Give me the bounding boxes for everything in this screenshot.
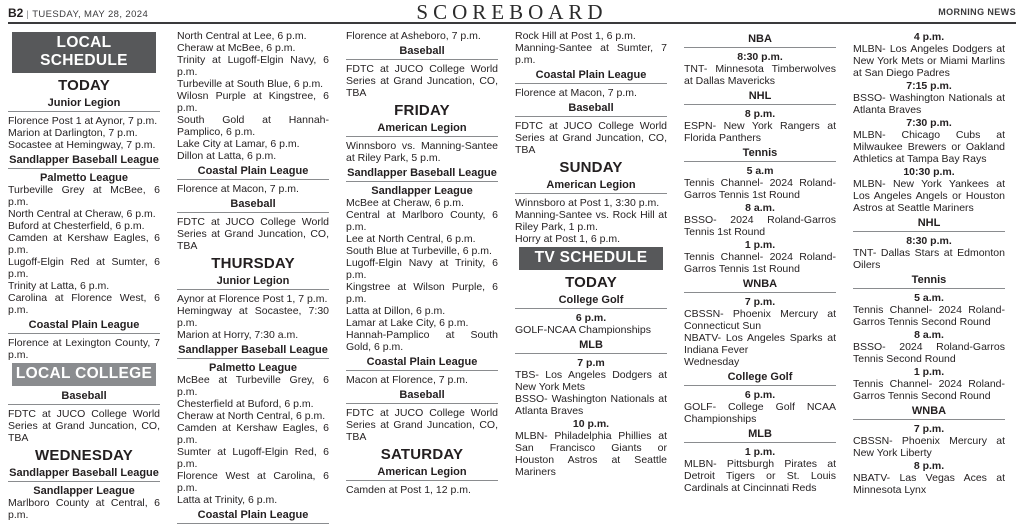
- listing-line: TNT- Minnesota Timberwolves at Dallas Mavericks: [684, 63, 836, 87]
- listing-line: Lake City at Lamar, 6 p.m.: [177, 138, 300, 150]
- listing-line: Lamar at Lake City, 6 p.m.: [346, 317, 469, 329]
- subleague-heading: Sandlapper League: [371, 185, 473, 197]
- listing-line: Florence at Macon, 7 p.m.: [515, 87, 637, 99]
- listing-line: Tennis Channel- 2024 Roland-Garros Tennis 1st Round: [684, 177, 836, 201]
- time-heading: 8 p.m.: [913, 460, 945, 472]
- league-heading: Junior Legion: [177, 275, 329, 290]
- time-heading: 7:15 p.m.: [906, 80, 952, 92]
- day-heading: SATURDAY: [380, 446, 464, 463]
- section-banner: LOCAL SCHEDULE: [12, 32, 156, 73]
- column-6: [853, 30, 1005, 496]
- listing-line: Rock Hill at Post 1, 6 p.m.: [515, 30, 636, 42]
- time-heading: 8:30 p.m.: [906, 235, 952, 247]
- day-heading: THURSDAY: [211, 255, 295, 272]
- section-banner: LOCAL COLLEGE: [12, 363, 156, 386]
- listing-line: Cheraw at McBee, 6 p.m.: [177, 42, 296, 54]
- subleague-heading: Sandlapper League: [33, 485, 135, 497]
- listing-line: Florence Post 1 at Aynor, 7 p.m.: [8, 115, 158, 127]
- listing-line: Trinity at Latta, 6 p.m.: [8, 280, 110, 292]
- listing-line: Manning-Santee vs. Rock Hill at Riley Park, 1 p.m.: [515, 209, 667, 233]
- listing-line: MLBN- New York Yankees at Los Angeles Angels or Houston Astros at Seattle Mariners: [853, 178, 1005, 214]
- listing-line: Buford at Chesterfield, 6 p.m.: [8, 220, 145, 232]
- day-heading: FRIDAY: [394, 102, 450, 119]
- listing-line: Central at Marlboro County, 6 p.m.: [346, 209, 498, 233]
- listing-line: Carolina at Florence West, 6 p.m.: [8, 292, 160, 316]
- league-heading: Coastal Plain League: [177, 165, 329, 180]
- listing-line: Camden at Kershaw Eagles, 6 p.m.: [177, 422, 329, 446]
- league-heading: Baseball: [346, 389, 498, 404]
- page-number: B2: [8, 6, 24, 20]
- listing-line: Turbeville Grey at McBee, 6 p.m.: [8, 184, 160, 208]
- day-heading: SUNDAY: [559, 159, 623, 176]
- listing-line: MLBN- Los Angeles Dodgers at New York Mets or Miami Marlins at San Diego Padres: [853, 43, 1005, 79]
- listing-line: Kingstree at Wilson Purple, 6 p.m.: [346, 281, 498, 305]
- time-heading: 5 a.m.: [914, 292, 944, 304]
- column-4: [515, 30, 667, 478]
- listing-line: Cheraw at North Central, 6 p.m.: [177, 410, 326, 422]
- league-heading: Baseball: [346, 45, 498, 60]
- listing-line: GOLF-NCAA Championships: [515, 324, 651, 336]
- listing-line: MLBN- Philadelphia Phillies at San Francisco Giants or Houston Astros at Seattle Mariners: [515, 430, 667, 478]
- time-heading: 6 p.m.: [575, 312, 607, 324]
- masthead: [8, 0, 1016, 24]
- time-heading: 7:30 p.m.: [906, 117, 952, 129]
- listing-line: Florence at Lexington County, 7 p.m.: [8, 337, 160, 361]
- date-label: TUESDAY, MAY 28, 2024: [32, 9, 149, 20]
- listing-line: Latta at Trinity, 6 p.m.: [177, 494, 278, 506]
- league-heading: NHL: [853, 217, 1005, 232]
- league-heading: Sandlapper Baseball League: [177, 344, 329, 359]
- listing-line: Florence at Macon, 7 p.m.: [177, 183, 299, 195]
- league-heading: Baseball: [515, 102, 667, 117]
- time-heading: 10 p.m.: [572, 418, 610, 430]
- listing-line: Aynor at Florence Post 1, 7 p.m.: [177, 293, 328, 305]
- listing-line: North Central at Lee, 6 p.m.: [177, 30, 307, 42]
- column-1: [8, 30, 160, 521]
- listing-line: MLBN- Pittsburgh Pirates at Detroit Tigers or St. Louis Cardinals at Cincinnati Reds: [684, 458, 836, 494]
- listing-line: GOLF- College Golf NCAA Championships: [684, 401, 836, 425]
- time-heading: 7 p.m.: [913, 423, 945, 435]
- listing-line: Tennis Channel- 2024 Roland-Garros Tennis Second Round: [853, 304, 1005, 328]
- league-heading: College Golf: [684, 371, 836, 386]
- listing-line: BSSO- Washington Nationals at Atlanta Braves: [853, 92, 1005, 116]
- section-title: SCOREBOARD: [416, 0, 608, 24]
- column-5: [684, 30, 836, 494]
- listing-line: CBSSN- Phoenix Mercury at Connecticut Sun: [684, 308, 836, 332]
- listing-line: Florence at Asheboro, 7 p.m.: [346, 30, 481, 42]
- league-heading: NHL: [684, 90, 836, 105]
- listing-line: Horry at Post 1, 6 p.m.: [515, 233, 621, 245]
- time-heading: 7 p.m.: [744, 296, 776, 308]
- time-heading: 1 p.m.: [744, 446, 776, 458]
- league-heading: MLB: [515, 339, 667, 354]
- league-heading: Baseball: [8, 390, 160, 405]
- time-heading: 8 a.m.: [745, 202, 775, 214]
- listing-line: BSSO- 2024 Roland-Garros Tennis Second Round: [853, 341, 1005, 365]
- listing-line: McBee at Cheraw, 6 p.m.: [346, 197, 464, 209]
- column-2: [177, 30, 329, 521]
- listing-line: MLBN- Chicago Cubs at Milwaukee Brewers or Oakland Athletics at Tampa Bay Rays: [853, 129, 1005, 165]
- listing-line: Lugoff-Elgin Navy at Trinity, 6 p.m.: [346, 257, 498, 281]
- league-heading: WNBA: [853, 405, 1005, 420]
- listing-line: NBATV- Los Angeles Sparks at Indiana Fever: [684, 332, 836, 356]
- listing-line: Wednesday: [684, 356, 740, 368]
- league-heading: Coastal Plain League: [515, 69, 667, 84]
- listing-line: ESPN- New York Rangers at Florida Panthers: [684, 120, 836, 144]
- listing-line: Manning-Santee at Sumter, 7 p.m.: [515, 42, 667, 66]
- listing-line: Camden at Kershaw Eagles, 6 p.m.: [8, 232, 160, 256]
- listing-line: Macon at Florence, 7 p.m.: [346, 374, 468, 386]
- time-heading: 10:30 p.m.: [903, 166, 955, 178]
- time-heading: 1 p.m.: [913, 366, 945, 378]
- league-heading: Tennis: [684, 147, 836, 162]
- listing-line: South Gold at Hannah-Pamplico, 6 p.m.: [177, 114, 329, 138]
- league-heading: American Legion: [346, 122, 498, 137]
- listing-line: Wilosn Purple at Kingstree, 6 p.m.: [177, 90, 329, 114]
- listing-line: Sumter at Lugoff-Elgin Red, 6 p.m.: [177, 446, 329, 470]
- listing-line: McBee at Turbeville Grey, 6 p.m.: [177, 374, 329, 398]
- listing-line: FDTC at JUCO College World Series at Grand Juncation, CO, TBA: [346, 407, 498, 443]
- day-heading: TODAY: [58, 77, 110, 94]
- listing-line: Florence West at Carolina, 6 p.m.: [177, 470, 329, 494]
- league-heading: Coastal Plain League: [177, 509, 329, 524]
- league-heading: Coastal Plain League: [346, 356, 498, 371]
- listing-line: Lugoff-Elgin Red at Sumter, 6 p.m.: [8, 256, 160, 280]
- listing-line: FDTC at JUCO College World Series at Grand Juncation, CO, TBA: [515, 120, 667, 156]
- listing-line: TBS- Los Angeles Dodgers at New York Mets: [515, 369, 667, 393]
- league-heading: Baseball: [177, 198, 329, 213]
- listing-line: Socastee at Hemingway, 7 p.m.: [8, 139, 156, 151]
- league-heading: American Legion: [515, 179, 667, 194]
- listing-line: FDTC at JUCO College World Series at Grand Juncation, CO, TBA: [346, 63, 498, 99]
- listing-line: North Central at Cheraw, 6 p.m.: [8, 208, 156, 220]
- paper-name: MORNING NEWS: [938, 7, 1016, 17]
- section-banner: TV SCHEDULE: [519, 247, 663, 270]
- time-heading: 1 p.m.: [744, 239, 776, 251]
- listing-line: BSSO- 2024 Roland-Garros Tennis 1st Round: [684, 214, 836, 238]
- subleague-heading: Palmetto League: [39, 172, 129, 184]
- scoreboard-columns: [0, 24, 1024, 521]
- listing-line: Camden at Post 1, 12 p.m.: [346, 484, 471, 496]
- listing-line: Hemingway at Socastee, 7:30 p.m.: [177, 305, 329, 329]
- time-heading: 8 p.m.: [744, 108, 776, 120]
- listing-line: CBSSN- Phoenix Mercury at New York Liberty: [853, 435, 1005, 459]
- time-heading: 4 p.m.: [913, 31, 945, 43]
- listing-line: Tennis Channel- 2024 Roland-Garros Tennis 1st Round: [684, 251, 836, 275]
- listing-line: Dillon at Latta, 6 p.m.: [177, 150, 277, 162]
- day-heading: TODAY: [565, 274, 617, 291]
- listing-line: Marion at Horry, 7:30 a.m.: [177, 329, 299, 341]
- league-heading: Coastal Plain League: [8, 319, 160, 334]
- column-3: [346, 30, 498, 496]
- listing-line: South Blue at Turbeville, 6 p.m.: [346, 245, 492, 257]
- listing-line: BSSO- Washington Nationals at Atlanta Braves: [515, 393, 667, 417]
- listing-line: FDTC at JUCO College World Series at Grand Juncation, CO, TBA: [177, 216, 329, 252]
- listing-line: FDTC at JUCO College World Series at Grand Juncation, CO, TBA: [8, 408, 160, 444]
- divider: |: [26, 9, 30, 20]
- league-heading: Junior Legion: [8, 97, 160, 112]
- league-heading: Tennis: [853, 274, 1005, 289]
- league-heading: American Legion: [346, 466, 498, 481]
- listing-line: Trinity at Lugoff-Elgin Navy, 6 p.m.: [177, 54, 329, 78]
- league-heading: College Golf: [515, 294, 667, 309]
- time-heading: 8:30 p.m.: [737, 51, 783, 63]
- league-heading: Sandlapper Baseball League: [346, 167, 498, 182]
- listing-line: NBATV- Las Vegas Aces at Minnesota Lynx: [853, 472, 1005, 496]
- listing-line: Chesterfield at Buford, 6 p.m.: [177, 398, 314, 410]
- league-heading: MLB: [684, 428, 836, 443]
- listing-line: Latta at Dillon, 6 p.m.: [346, 305, 446, 317]
- listing-line: Lee at North Central, 6 p.m.: [346, 233, 476, 245]
- listing-line: Turbeville at South Blue, 6 p.m.: [177, 78, 324, 90]
- time-heading: 7 p.m: [577, 357, 605, 369]
- listing-line: Marlboro County at Central, 6 p.m.: [8, 497, 160, 521]
- listing-line: Winnsboro vs. Manning-Santee at Riley Park, 5 p.m.: [346, 140, 498, 164]
- league-heading: NBA: [684, 33, 836, 48]
- listing-line: Hannah-Pamplico at South Gold, 6 p.m.: [346, 329, 498, 353]
- listing-line: Marion at Darlington, 7 p.m.: [8, 127, 138, 139]
- listing-line: TNT- Dallas Stars at Edmonton Oilers: [853, 247, 1005, 271]
- day-heading: WEDNESDAY: [35, 447, 133, 464]
- league-heading: Sandlapper Baseball League: [8, 467, 160, 482]
- league-heading: WNBA: [684, 278, 836, 293]
- time-heading: 6 p.m.: [744, 389, 776, 401]
- listing-line: Winnsboro at Post 1, 3:30 p.m.: [515, 197, 660, 209]
- league-heading: Sandlapper Baseball League: [8, 154, 160, 169]
- subleague-heading: Palmetto League: [208, 362, 298, 374]
- time-heading: 8 a.m.: [914, 329, 944, 341]
- listing-line: Tennis Channel- 2024 Roland-Garros Tennis Second Round: [853, 378, 1005, 402]
- time-heading: 5 a.m: [746, 165, 774, 177]
